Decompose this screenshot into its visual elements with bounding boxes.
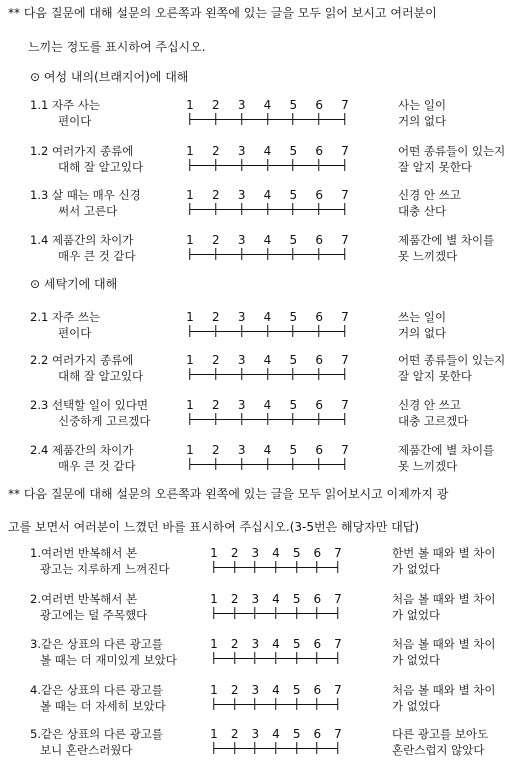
scale-point-6[interactable] [318, 325, 319, 337]
item-left-label: 2.3 선택할 일이 있다면 [30, 398, 149, 412]
scale-point-3[interactable] [255, 652, 256, 664]
scale-number: 4 [263, 144, 272, 158]
item-right-label: 다른 광고를 보아도 [392, 727, 489, 741]
item-right-label: 못 느끼겠다 [398, 459, 458, 473]
scale-number: 6 [313, 637, 322, 651]
item-left-label: 1.3 살 때는 매우 신경 [30, 188, 141, 202]
scale-point-5[interactable] [293, 248, 294, 260]
instruction-line-2: 고를 보면서 여러분이 느꼈던 바를 표시하여 주십시오.(3-5번은 해당자만 대답) [8, 520, 420, 534]
scale-number: 4 [263, 398, 272, 412]
scale-number: 2 [212, 398, 220, 412]
scale-number: 6 [315, 443, 323, 457]
scale-point-5[interactable] [293, 458, 294, 470]
scale-point-7[interactable] [344, 248, 345, 260]
item-right-label: 한번 볼 때와 별 차이 [392, 546, 496, 560]
scale-number: 3 [237, 443, 246, 457]
scale-number: 5 [292, 727, 301, 741]
scale-number: 5 [289, 398, 298, 412]
scale-number: 3 [251, 592, 260, 606]
scale-number: 7 [334, 727, 342, 741]
scale-number: 1 [186, 233, 194, 247]
scale-point-3[interactable] [241, 113, 242, 125]
scale-number: 1 [210, 727, 218, 741]
scale-point-3[interactable] [255, 607, 256, 619]
item-left-label: 1.1 자주 사는 [30, 98, 101, 112]
scale-point-1[interactable] [213, 652, 214, 664]
scale-number: 3 [237, 398, 246, 412]
scale-point-2[interactable] [215, 413, 216, 425]
scale-number: 2 [212, 144, 220, 158]
scale-point-4[interactable] [267, 113, 268, 125]
rating-scale[interactable] [186, 233, 349, 267]
scale-point-3[interactable] [241, 413, 242, 425]
scale-numbers [210, 727, 342, 741]
item-left-label: 신중하게 고르겠다 [58, 414, 151, 428]
scale-number: 4 [263, 233, 272, 247]
item-left-label: 2.1 자주 쓰는 [30, 310, 101, 324]
scale-number: 5 [292, 683, 301, 697]
scale-point-6[interactable] [318, 113, 319, 125]
scale-point-3[interactable] [255, 698, 256, 710]
scale-point-2[interactable] [215, 368, 216, 380]
scale-point-4[interactable] [267, 458, 268, 470]
scale-point-7[interactable] [344, 159, 345, 171]
scale-number: 1 [186, 188, 194, 202]
scale-number: 2 [212, 188, 220, 202]
scale-point-6[interactable] [318, 413, 319, 425]
scale-number: 6 [313, 546, 322, 560]
scale-point-1[interactable] [213, 742, 214, 754]
scale-point-7[interactable] [344, 325, 345, 337]
scale-point-5[interactable] [293, 203, 294, 215]
item-right-label: 못 느끼겠다 [398, 249, 458, 263]
scale-point-1[interactable] [213, 561, 214, 573]
scale-point-1[interactable] [189, 248, 190, 260]
scale-number: 1 [186, 443, 194, 457]
scale-point-3[interactable] [255, 561, 256, 573]
scale-point-5[interactable] [293, 368, 294, 380]
scale-point-1[interactable] [189, 203, 190, 215]
scale-number: 5 [292, 592, 301, 606]
rating-scale[interactable] [210, 546, 342, 580]
scale-point-1[interactable] [189, 413, 190, 425]
scale-numbers [210, 683, 342, 697]
scale-number: 7 [341, 353, 349, 367]
scale-number: 3 [237, 233, 246, 247]
item-left-label: 5.같은 상표의 다른 광고를 [30, 727, 164, 741]
item-left-label: 편이다 [58, 114, 92, 128]
scale-number: 2 [212, 310, 220, 324]
scale-number: 3 [251, 637, 260, 651]
scale-point-7[interactable] [337, 652, 338, 664]
rating-scale[interactable] [210, 592, 342, 626]
scale-number: 2 [230, 546, 239, 560]
item-left-label: 편이다 [58, 326, 92, 340]
section-heading: ⊙ 여성 내의(브래지어)에 대해 [30, 70, 189, 84]
scale-number: 2 [212, 233, 220, 247]
scale-point-2[interactable] [215, 159, 216, 171]
scale-number: 7 [341, 144, 349, 158]
item-right-label: 쓰는 일이 [398, 310, 447, 324]
scale-point-5[interactable] [296, 742, 297, 754]
scale-number: 6 [313, 683, 322, 697]
instruction-line-1: ** 다음 질문에 대해 설문의 오른쪽과 왼쪽에 있는 글을 모두 읽어보시고 이제까지 광 [8, 487, 449, 501]
scale-numbers [210, 546, 342, 560]
scale-number: 4 [263, 188, 272, 202]
scale-point-2[interactable] [215, 248, 216, 260]
item-right-label: 잘 알지 못한다 [398, 369, 472, 383]
scale-point-5[interactable] [296, 561, 297, 573]
item-right-label: 거의 없다 [398, 114, 447, 128]
scale-point-1[interactable] [213, 698, 214, 710]
scale-point-6[interactable] [317, 698, 318, 710]
scale-point-7[interactable] [344, 203, 345, 215]
scale-number: 4 [263, 353, 272, 367]
scale-number: 6 [313, 727, 322, 741]
scale-point-6[interactable] [317, 742, 318, 754]
scale-point-1[interactable] [189, 159, 190, 171]
scale-number: 4 [263, 443, 272, 457]
scale-numbers [210, 637, 342, 651]
item-left-label: 4.같은 상표의 다른 광고를 [30, 683, 164, 697]
scale-number: 4 [272, 683, 280, 697]
scale-point-5[interactable] [296, 652, 297, 664]
item-left-label: 2.여러번 반복해서 본 [30, 592, 138, 606]
scale-numbers [186, 98, 349, 112]
item-left-label: 광고에는 덜 주목했다 [40, 608, 148, 622]
scale-point-2[interactable] [234, 607, 235, 619]
item-left-label: 대해 잘 알고있다 [58, 160, 144, 174]
scale-point-1[interactable] [189, 458, 190, 470]
item-right-label: 거의 없다 [398, 326, 447, 340]
scale-number: 1 [186, 144, 194, 158]
scale-point-4[interactable] [275, 561, 276, 573]
scale-numbers [186, 310, 349, 324]
scale-point-2[interactable] [215, 325, 216, 337]
scale-point-4[interactable] [267, 368, 268, 380]
item-right-label: 어떤 종류들이 있는지 [398, 144, 506, 158]
scale-number: 5 [292, 546, 301, 560]
scale-numbers [186, 144, 349, 158]
scale-number: 3 [251, 683, 260, 697]
scale-point-3[interactable] [241, 248, 242, 260]
item-left-label: 2.2 여러가지 종류에 [30, 353, 134, 367]
rating-scale[interactable] [186, 353, 349, 387]
scale-numbers [186, 353, 349, 367]
item-left-label: 써서 고른다 [58, 204, 118, 218]
scale-point-7[interactable] [337, 698, 338, 710]
scale-number: 6 [315, 188, 323, 202]
item-right-label: 신경 안 쓰고 [398, 188, 461, 202]
item-right-label: 가 없었다 [392, 653, 441, 667]
scale-number: 5 [289, 233, 298, 247]
scale-point-4[interactable] [275, 652, 276, 664]
scale-point-3[interactable] [241, 458, 242, 470]
scale-point-2[interactable] [215, 458, 216, 470]
scale-numbers [186, 443, 349, 457]
scale-number: 3 [251, 546, 260, 560]
scale-number: 1 [210, 592, 218, 606]
scale-number: 1 [210, 637, 218, 651]
scale-point-2[interactable] [215, 203, 216, 215]
scale-number: 3 [237, 310, 246, 324]
scale-number: 5 [289, 188, 298, 202]
scale-numbers [210, 592, 342, 606]
instruction-line-1: ** 다음 질문에 대해 설문의 오른쪽과 왼쪽에 있는 글을 모두 읽어 보시고 여러분이 [8, 6, 437, 20]
scale-number: 2 [230, 592, 239, 606]
scale-number: 3 [237, 353, 246, 367]
scale-number: 7 [334, 546, 342, 560]
item-right-label: 사는 일이 [398, 98, 447, 112]
scale-number: 4 [263, 310, 272, 324]
scale-point-5[interactable] [293, 113, 294, 125]
item-left-label: 매우 큰 것 같다 [58, 459, 136, 473]
scale-numbers [186, 188, 349, 202]
scale-number: 7 [341, 188, 349, 202]
scale-number: 5 [289, 144, 298, 158]
scale-number: 5 [292, 637, 301, 651]
scale-point-7[interactable] [337, 742, 338, 754]
scale-point-3[interactable] [255, 742, 256, 754]
scale-point-2[interactable] [234, 652, 235, 664]
scale-point-4[interactable] [275, 698, 276, 710]
scale-point-2[interactable] [234, 561, 235, 573]
scale-number: 7 [341, 310, 349, 324]
scale-point-6[interactable] [318, 203, 319, 215]
item-right-label: 어떤 종류들이 있는지 [398, 353, 506, 367]
scale-point-4[interactable] [267, 413, 268, 425]
scale-point-4[interactable] [267, 159, 268, 171]
scale-point-3[interactable] [241, 203, 242, 215]
scale-number: 4 [272, 637, 280, 651]
item-right-label: 대충 산다 [398, 204, 447, 218]
scale-number: 2 [230, 637, 239, 651]
scale-number: 4 [272, 592, 280, 606]
item-left-label: 보니 혼란스러웠다 [40, 743, 133, 757]
scale-number: 1 [186, 98, 194, 112]
scale-numbers [186, 233, 349, 247]
scale-number: 3 [237, 98, 246, 112]
instruction-line-2: 느끼는 정도를 표시하여 주십시오. [28, 40, 206, 54]
scale-number: 7 [341, 443, 349, 457]
scale-point-7[interactable] [344, 368, 345, 380]
scale-point-4[interactable] [275, 742, 276, 754]
rating-scale[interactable] [210, 683, 342, 717]
scale-point-2[interactable] [234, 742, 235, 754]
scale-point-3[interactable] [241, 325, 242, 337]
scale-numbers [186, 398, 349, 412]
scale-number: 2 [230, 683, 239, 697]
item-left-label: 광고는 지루하게 느껴진다 [40, 562, 170, 576]
item-left-label: 3.같은 상표의 다른 광고를 [30, 637, 164, 651]
rating-scale[interactable] [210, 637, 342, 671]
scale-number: 1 [186, 310, 194, 324]
scale-number: 6 [315, 233, 323, 247]
item-left-label: 볼 때는 더 재미있게 보았다 [40, 653, 177, 667]
scale-point-6[interactable] [317, 607, 318, 619]
scale-point-5[interactable] [296, 607, 297, 619]
scale-number: 7 [334, 683, 342, 697]
item-left-label: 매우 큰 것 같다 [58, 249, 136, 263]
scale-number: 6 [315, 398, 323, 412]
scale-number: 2 [230, 727, 239, 741]
scale-point-4[interactable] [267, 325, 268, 337]
scale-point-4[interactable] [267, 248, 268, 260]
item-left-label: 1.2 여러가지 종류에 [30, 144, 134, 158]
scale-number: 1 [186, 353, 194, 367]
scale-number: 2 [212, 443, 220, 457]
scale-number: 4 [263, 98, 272, 112]
scale-point-7[interactable] [344, 413, 345, 425]
scale-number: 5 [289, 98, 298, 112]
scale-number: 5 [289, 353, 298, 367]
scale-point-4[interactable] [267, 203, 268, 215]
scale-point-6[interactable] [318, 159, 319, 171]
scale-point-4[interactable] [275, 607, 276, 619]
scale-number: 6 [315, 353, 323, 367]
scale-point-6[interactable] [318, 368, 319, 380]
rating-scale[interactable] [186, 144, 349, 178]
scale-point-6[interactable] [318, 458, 319, 470]
item-left-label: 볼 때는 더 자세히 보았다 [40, 699, 166, 713]
scale-number: 6 [315, 144, 323, 158]
rating-scale[interactable] [186, 443, 349, 477]
scale-point-1[interactable] [189, 368, 190, 380]
item-right-label: 혼란스럽지 않았다 [392, 743, 485, 757]
scale-number: 1 [210, 546, 218, 560]
item-right-label: 가 없었다 [392, 608, 441, 622]
scale-point-1[interactable] [189, 113, 190, 125]
scale-number: 5 [289, 310, 298, 324]
section-heading: ⊙ 세탁기에 대해 [30, 277, 118, 291]
item-right-label: 잘 알지 못한다 [398, 160, 472, 174]
scale-point-5[interactable] [293, 159, 294, 171]
scale-point-6[interactable] [318, 248, 319, 260]
scale-point-5[interactable] [293, 325, 294, 337]
item-right-label: 제품간에 별 차이를 [398, 233, 495, 247]
scale-number: 4 [272, 546, 280, 560]
rating-scale[interactable] [186, 188, 349, 222]
scale-point-3[interactable] [241, 159, 242, 171]
item-right-label: 가 없었다 [392, 699, 441, 713]
scale-point-2[interactable] [234, 698, 235, 710]
scale-number: 7 [334, 592, 342, 606]
scale-number: 3 [237, 188, 246, 202]
scale-number: 7 [334, 637, 342, 651]
scale-number: 3 [237, 144, 246, 158]
scale-point-5[interactable] [293, 413, 294, 425]
scale-number: 2 [212, 353, 220, 367]
scale-point-2[interactable] [215, 113, 216, 125]
rating-scale[interactable] [186, 398, 349, 432]
scale-number: 5 [289, 443, 298, 457]
item-right-label: 처음 볼 때와 별 차이 [392, 637, 496, 651]
item-right-label: 가 없었다 [392, 562, 441, 576]
scale-point-6[interactable] [317, 561, 318, 573]
item-left-label: 2.4 제품간의 차이가 [30, 443, 134, 457]
item-left-label: 1.여러번 반복해서 본 [30, 546, 138, 560]
scale-point-7[interactable] [344, 458, 345, 470]
scale-number: 7 [341, 98, 349, 112]
rating-scale[interactable] [186, 310, 349, 344]
scale-point-3[interactable] [241, 368, 242, 380]
scale-number: 3 [251, 727, 260, 741]
rating-scale[interactable] [186, 98, 349, 132]
scale-number: 6 [315, 98, 323, 112]
item-right-label: 신경 안 쓰고 [398, 398, 461, 412]
item-right-label: 대충 고르겠다 [398, 414, 469, 428]
scale-number: 6 [313, 592, 322, 606]
scale-point-1[interactable] [189, 325, 190, 337]
item-right-label: 처음 볼 때와 별 차이 [392, 683, 496, 697]
scale-point-7[interactable] [337, 607, 338, 619]
rating-scale[interactable] [210, 727, 342, 761]
scale-number: 2 [212, 98, 220, 112]
scale-point-5[interactable] [296, 698, 297, 710]
scale-number: 6 [315, 310, 323, 324]
scale-number: 1 [210, 683, 218, 697]
scale-number: 7 [341, 233, 349, 247]
scale-number: 1 [186, 398, 194, 412]
item-left-label: 1.4 제품간의 차이가 [30, 233, 134, 247]
item-right-label: 제품간에 별 차이를 [398, 443, 495, 457]
scale-point-6[interactable] [317, 652, 318, 664]
scale-number: 4 [272, 727, 280, 741]
scale-point-7[interactable] [344, 113, 345, 125]
item-right-label: 처음 볼 때와 별 차이 [392, 592, 496, 606]
scale-number: 7 [341, 398, 349, 412]
scale-point-1[interactable] [213, 607, 214, 619]
item-left-label: 대해 잘 알고있다 [58, 369, 144, 383]
scale-point-7[interactable] [337, 561, 338, 573]
